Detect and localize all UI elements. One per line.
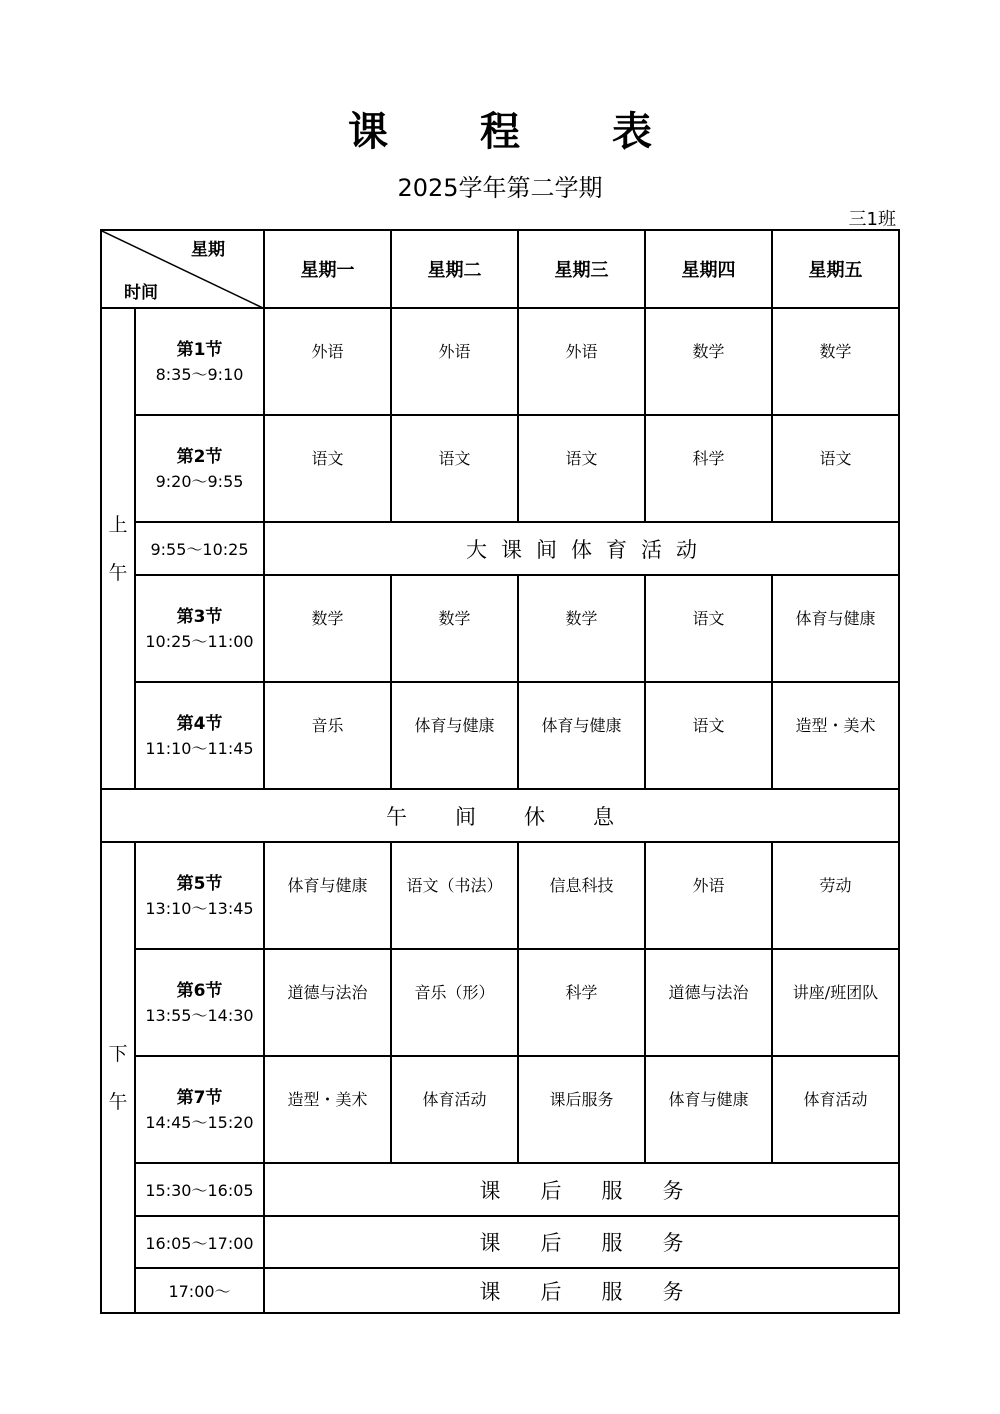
after-service-band (264, 1268, 899, 1313)
after-service-band (264, 1216, 899, 1268)
day-header-thu: 星期四 (645, 230, 772, 308)
semester-subtitle: 2025学年第二学期 (397, 174, 603, 202)
subject-cell: 体育与健康 (391, 682, 518, 789)
subject-cell: 音乐（形） (391, 949, 518, 1056)
subject-cell: 语文 (391, 415, 518, 522)
service-time: 17:00～ (135, 1268, 264, 1313)
band-char: 育 (606, 537, 627, 562)
subject-cell: 科学 (645, 415, 772, 522)
period-time: 11:10～11:45 (145, 738, 254, 758)
period-cell (135, 415, 264, 522)
day-header-wed: 星期三 (518, 230, 645, 308)
subject-cell: 信息科技 (518, 842, 645, 949)
subject-cell: 语文 (645, 575, 772, 682)
band-char: 后 (540, 1231, 562, 1255)
band-char: 后 (540, 1279, 562, 1304)
corner-day-label: 星期 (191, 240, 225, 260)
break-activity-band (264, 522, 899, 575)
table-row (101, 949, 899, 1056)
morning-char: 上 (108, 513, 128, 536)
class-label: 三1班 (848, 209, 896, 230)
after-service-band (264, 1163, 899, 1216)
subject-cell: 体育活动 (391, 1056, 518, 1163)
subject-cell: 外语 (264, 308, 391, 415)
subject-cell: 音乐 (264, 682, 391, 789)
band-char: 休 (524, 804, 545, 829)
band-char: 大 (466, 537, 487, 562)
band-char: 服 (601, 1231, 623, 1255)
subject-cell: 道德与法治 (264, 949, 391, 1056)
table-row (101, 1056, 899, 1163)
band-char: 务 (662, 1231, 684, 1255)
period-time: 8:35～9:10 (155, 364, 244, 384)
subject-cell: 课后服务 (518, 1056, 645, 1163)
header-row (101, 230, 899, 308)
band-char: 午 (386, 804, 407, 829)
period-time: 10:25～11:00 (145, 631, 254, 651)
subject-cell: 体育与健康 (645, 1056, 772, 1163)
table-row (101, 1268, 899, 1313)
table-row (101, 308, 899, 415)
title-char: 程 (480, 108, 520, 155)
band-char: 间 (536, 537, 557, 562)
band-char: 后 (540, 1178, 562, 1203)
subject-cell: 语文 (772, 415, 899, 522)
subject-cell: 造型・美术 (772, 682, 899, 789)
subject-cell: 数学 (391, 575, 518, 682)
band-char: 务 (662, 1178, 684, 1203)
table-row (101, 842, 899, 949)
band-char: 息 (593, 804, 614, 829)
period-cell (135, 842, 264, 949)
band-char: 动 (676, 537, 697, 562)
subject-cell: 语文（书法） (391, 842, 518, 949)
title-char: 课 (348, 108, 388, 155)
period-name: 第7节 (176, 1087, 223, 1108)
band-char: 服 (601, 1279, 623, 1304)
table-row (101, 789, 899, 842)
timetable (100, 229, 900, 1314)
subject-cell: 数学 (518, 575, 645, 682)
band-char: 课 (479, 1279, 501, 1304)
band-char: 课 (501, 537, 522, 562)
period-name: 第6节 (176, 980, 223, 1001)
subject-cell: 外语 (391, 308, 518, 415)
period-name: 第3节 (176, 606, 223, 627)
period-name: 第5节 (176, 873, 223, 894)
subject-cell: 体育与健康 (264, 842, 391, 949)
period-cell (135, 575, 264, 682)
break-time: 9:55～10:25 (135, 522, 264, 575)
subject-cell: 外语 (645, 842, 772, 949)
subject-cell: 数学 (645, 308, 772, 415)
corner-time-label: 时间 (124, 283, 158, 303)
band-char: 课 (479, 1178, 501, 1203)
period-time: 9:20～9:55 (155, 471, 244, 491)
day-header-fri: 星期五 (772, 230, 899, 308)
band-char: 务 (662, 1279, 684, 1304)
subject-cell: 语文 (645, 682, 772, 789)
subject-cell: 讲座/班团队 (772, 949, 899, 1056)
subject-cell: 劳动 (772, 842, 899, 949)
morning-char: 午 (108, 561, 128, 584)
period-cell (135, 949, 264, 1056)
subject-cell: 语文 (518, 415, 645, 522)
period-name: 第2节 (176, 446, 223, 467)
subject-cell: 体育与健康 (772, 575, 899, 682)
table-row (101, 415, 899, 522)
lunch-break-band (101, 789, 899, 842)
subject-cell: 体育活动 (772, 1056, 899, 1163)
period-time: 13:10～13:45 (145, 898, 254, 918)
morning-label (101, 308, 135, 789)
subject-cell: 语文 (264, 415, 391, 522)
period-name: 第1节 (176, 339, 223, 360)
period-cell (135, 308, 264, 415)
period-cell (135, 1056, 264, 1163)
subject-cell: 外语 (518, 308, 645, 415)
day-header-tue: 星期二 (391, 230, 518, 308)
table-row (101, 1216, 899, 1268)
service-time: 16:05～17:00 (135, 1216, 264, 1268)
period-time: 14:45～15:20 (145, 1112, 254, 1132)
subject-cell: 科学 (518, 949, 645, 1056)
subject-cell: 体育与健康 (518, 682, 645, 789)
band-char: 课 (479, 1231, 501, 1255)
table-row (101, 1163, 899, 1216)
band-char: 间 (455, 804, 476, 829)
subject-cell: 数学 (264, 575, 391, 682)
band-char: 活 (641, 537, 662, 562)
day-header-mon: 星期一 (264, 230, 391, 308)
afternoon-char: 午 (108, 1090, 128, 1113)
period-cell (135, 682, 264, 789)
band-char: 服 (601, 1178, 623, 1203)
corner-cell (101, 230, 264, 308)
table-row (101, 575, 899, 682)
period-time: 13:55～14:30 (145, 1005, 254, 1025)
subject-cell: 道德与法治 (645, 949, 772, 1056)
service-time: 15:30～16:05 (135, 1163, 264, 1216)
subject-cell: 数学 (772, 308, 899, 415)
subject-cell: 造型・美术 (264, 1056, 391, 1163)
table-row (101, 682, 899, 789)
table-row (101, 522, 899, 575)
band-char: 体 (571, 537, 592, 562)
title-char: 表 (612, 108, 652, 155)
page-title (0, 100, 1000, 157)
period-name: 第4节 (176, 713, 223, 734)
afternoon-char: 下 (108, 1042, 128, 1065)
afternoon-label (101, 842, 135, 1313)
